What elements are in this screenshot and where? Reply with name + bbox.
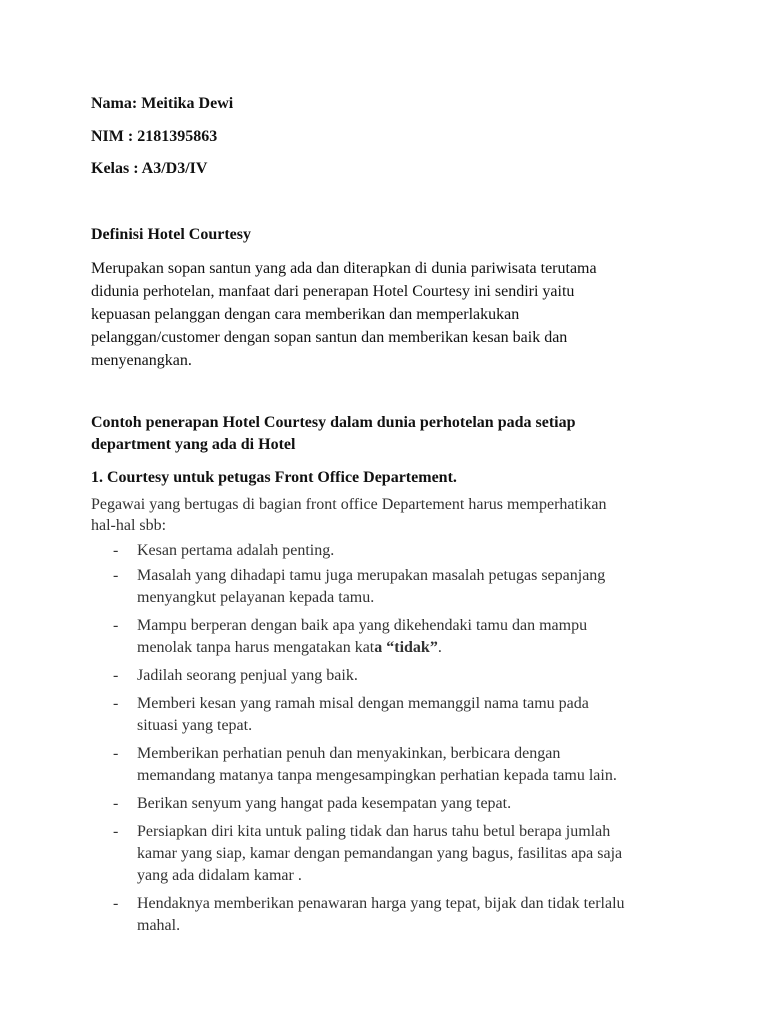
bullet-dash: - <box>113 795 119 812</box>
paragraph-line: Merupakan sopan santun yang ada dan diterapkan di dunia pariwisata terutama <box>91 260 597 277</box>
paragraph-line: menyenangkan. <box>91 352 192 369</box>
bullet-dash: - <box>113 745 119 762</box>
list-item-line: yang ada didalam kamar . <box>137 867 302 884</box>
list-item-line: Masalah yang dihadapi tamu juga merupakan masalah petugas sepanjang <box>137 567 606 584</box>
section-1-intro-line-1: Pegawai yang bertugas di bagian front office Departement harus memperhatikan <box>91 496 607 513</box>
list-item-line: Hendaknya memberikan penawaran harga yang tepat, bijak dan tidak terlalu <box>137 895 625 912</box>
definition-heading: Definisi Hotel Courtesy <box>91 226 251 243</box>
paragraph-line: didunia perhotelan, manfaat dari penerapan Hotel Courtesy ini sendiri yaitu <box>91 283 575 300</box>
bullet-dash: - <box>113 542 119 559</box>
bullet-dash: - <box>113 567 119 584</box>
bullet-dash: - <box>113 895 119 912</box>
list-item <box>91 821 691 887</box>
list-item-line <box>137 637 691 659</box>
list-item-line: Mampu berperan dengan baik apa yang dikehendaki tamu dan mampu <box>137 617 588 634</box>
paragraph-line: kepuasan pelanggan dengan cara memberikan dan memperlakukan <box>91 306 520 323</box>
paragraph-line: pelanggan/customer dengan sopan santun dan memberikan kesan baik dan <box>91 329 568 346</box>
list-item-line: mahal. <box>137 917 181 934</box>
list-item <box>91 615 691 659</box>
list-item <box>91 743 691 787</box>
list-item <box>91 540 691 562</box>
list-item <box>91 565 691 609</box>
list-item-line: Memberikan perhatian penuh dan menyakinkan, berbicara dengan <box>137 745 561 762</box>
inline-text: . <box>437 639 442 656</box>
student-class: Kelas : A3/D3/IV <box>91 160 208 177</box>
list-item-line: Kesan pertama adalah penting. <box>137 542 335 559</box>
list-item-line: Berikan senyum yang hangat pada kesempatan yang tepat. <box>137 795 512 812</box>
list-item-line: situasi yang tepat. <box>137 717 253 734</box>
student-name: Nama: Meitika Dewi <box>91 95 234 112</box>
bold-inline-text: a “tidak” <box>374 639 438 656</box>
bullet-list <box>91 540 691 937</box>
student-nim: NIM : 2181395863 <box>91 128 218 145</box>
examples-heading-line-1: Contoh penerapan Hotel Courtesy dalam dunia perhotelan pada setiap <box>91 414 576 431</box>
list-item-line: menyangkut pelayanan kepada tamu. <box>137 589 375 606</box>
definition-paragraph <box>91 257 691 372</box>
list-item-line: Memberi kesan yang ramah misal dengan memanggil nama tamu pada <box>137 695 589 712</box>
list-item <box>91 665 691 687</box>
section-1-intro-line-2: hal-hal sbb: <box>91 517 167 534</box>
list-item-line: Persiapkan diri kita untuk paling tidak dan harus tahu betul berapa jumlah <box>137 823 611 840</box>
bullet-dash: - <box>113 823 119 840</box>
examples-heading-line-2: department yang ada di Hotel <box>91 436 296 453</box>
section-1-heading: 1. Courtesy untuk petugas Front Office Departement. <box>91 469 457 486</box>
list-item <box>91 893 691 937</box>
bullet-dash: - <box>113 695 119 712</box>
bullet-dash: - <box>113 667 119 684</box>
list-item-line: Jadilah seorang penjual yang baik. <box>137 667 358 684</box>
list-item-line: memandang matanya tanpa mengesampingkan perhatian kepada tamu lain. <box>137 767 617 784</box>
inline-text: menolak tanpa harus mengatakan kat <box>137 639 375 656</box>
bullet-dash: - <box>113 617 119 634</box>
list-item <box>91 693 691 737</box>
list-item <box>91 793 691 815</box>
list-item-line: kamar yang siap, kamar dengan pemandangan yang bagus, fasilitas apa saja <box>137 845 623 862</box>
